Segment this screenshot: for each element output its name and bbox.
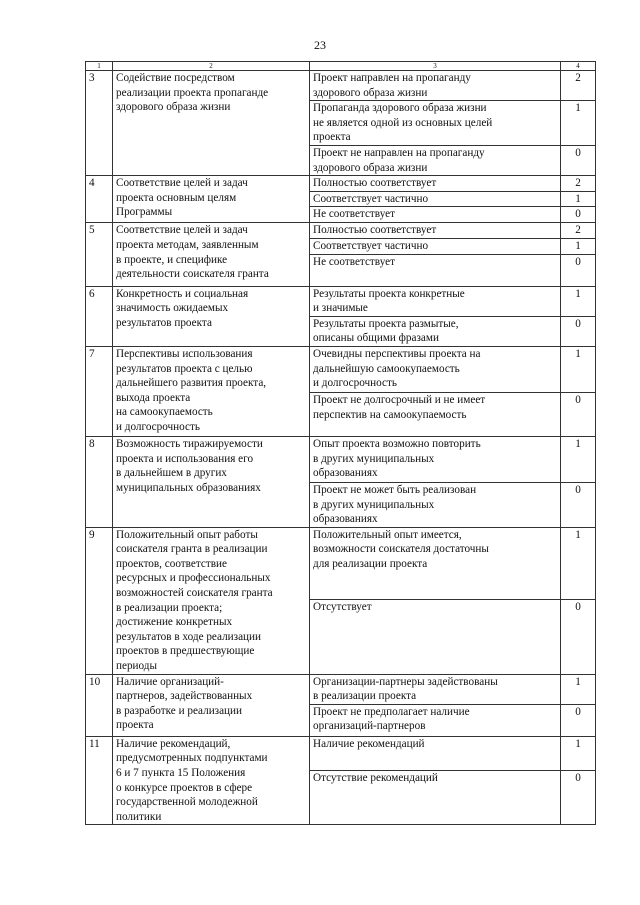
score-cell: 1 bbox=[561, 238, 596, 254]
score-cell: 1 bbox=[561, 527, 596, 599]
option-cell bbox=[310, 436, 561, 482]
score-cell: 0 bbox=[561, 770, 596, 825]
option-cell bbox=[310, 770, 561, 825]
option-cell bbox=[310, 223, 561, 239]
option-text: Проект не предполагает наличие организаций-партнеров bbox=[313, 705, 470, 733]
table-row bbox=[86, 674, 596, 704]
score-cell: 1 bbox=[561, 736, 596, 770]
option-cell bbox=[310, 527, 561, 599]
option-cell bbox=[310, 101, 561, 146]
option-text: Не соответствует bbox=[313, 208, 395, 221]
option-text: Полностью соответствует bbox=[313, 177, 437, 190]
option-cell bbox=[310, 736, 561, 770]
table-row bbox=[86, 286, 596, 316]
criterion-cell bbox=[113, 71, 310, 176]
score-cell: 2 bbox=[561, 223, 596, 239]
option-cell bbox=[310, 600, 561, 674]
column-header-3: 3 bbox=[310, 62, 561, 71]
score-cell: 1 bbox=[561, 436, 596, 482]
score-cell: 1 bbox=[561, 101, 596, 146]
criterion-number: 3 bbox=[86, 71, 113, 176]
option-cell bbox=[310, 316, 561, 346]
option-text: Не соответствует bbox=[313, 255, 395, 268]
score-cell: 1 bbox=[561, 674, 596, 704]
header-row bbox=[86, 62, 596, 71]
criterion-cell bbox=[113, 527, 310, 674]
option-cell bbox=[310, 145, 561, 175]
option-cell bbox=[310, 176, 561, 192]
score-cell: 0 bbox=[561, 600, 596, 674]
criterion-text: Наличие организаций- партнеров, задействованных в разработке и реализации проекта bbox=[116, 675, 253, 732]
score-cell: 1 bbox=[561, 286, 596, 316]
table-row bbox=[86, 223, 596, 239]
criteria-table bbox=[85, 61, 596, 825]
table-row bbox=[86, 436, 596, 482]
criterion-text: Соответствие целей и задач проекта основным целям Программы bbox=[116, 177, 248, 219]
option-text: Результаты проекта конкретные и значимые bbox=[313, 287, 465, 315]
criterion-cell bbox=[113, 736, 310, 825]
option-text: Опыт проекта возможно повторить в других муниципальных образованиях bbox=[313, 437, 481, 480]
option-text: Очевидны перспективы проекта на дальнейшую самоокупаемость и долгосрочность bbox=[313, 347, 481, 390]
score-cell: 0 bbox=[561, 316, 596, 346]
criterion-number: 7 bbox=[86, 346, 113, 436]
column-header-1: 1 bbox=[86, 62, 113, 71]
score-cell: 2 bbox=[561, 71, 596, 101]
option-cell bbox=[310, 674, 561, 704]
option-text: Проект не может быть реализован в других муниципальных образованиях bbox=[313, 483, 477, 526]
option-text: Отсутствует bbox=[313, 601, 372, 614]
score-cell: 2 bbox=[561, 176, 596, 192]
column-header-2: 2 bbox=[113, 62, 310, 71]
option-cell bbox=[310, 346, 561, 392]
criterion-cell bbox=[113, 223, 310, 286]
option-cell bbox=[310, 207, 561, 223]
option-cell bbox=[310, 392, 561, 436]
score-cell: 0 bbox=[561, 704, 596, 736]
criterion-number: 8 bbox=[86, 436, 113, 527]
option-cell bbox=[310, 704, 561, 736]
criterion-cell bbox=[113, 436, 310, 527]
option-text: Соответствует частично bbox=[313, 192, 429, 205]
criterion-number: 11 bbox=[86, 736, 113, 825]
criterion-text: Соответствие целей и задач проекта методам, заявленным в проекте, и специфике деятельности соискателя гранта bbox=[116, 224, 269, 281]
option-cell bbox=[310, 254, 561, 286]
page-number: 23 bbox=[314, 38, 326, 52]
criterion-text: Содействие посредством реализации проекта пропаганде здорового образа жизни bbox=[116, 72, 269, 114]
option-text: Проект направлен на пропаганду здорового образа жизни bbox=[313, 72, 471, 99]
criterion-text: Перспективы использования результатов проекта с целью дальнейшего развития проекта, выхода проекта на самоокупаемость и долгосрочность bbox=[116, 347, 267, 433]
option-cell bbox=[310, 482, 561, 527]
option-text: Соответствует частично bbox=[313, 239, 429, 252]
option-cell bbox=[310, 71, 561, 101]
option-text: Наличие рекомендаций bbox=[313, 737, 425, 750]
table-row bbox=[86, 71, 596, 101]
option-text: Положительный опыт имеется, возможности соискателя достаточны для реализации проекта bbox=[313, 528, 489, 570]
criterion-cell bbox=[113, 674, 310, 736]
score-cell: 0 bbox=[561, 482, 596, 527]
criterion-number: 5 bbox=[86, 223, 113, 286]
score-cell: 1 bbox=[561, 191, 596, 207]
criterion-number: 9 bbox=[86, 527, 113, 674]
table-row bbox=[86, 176, 596, 192]
criterion-text: Положительный опыт работы соискателя гранта в реализации проектов, соответствие ресурсных и профессиональных возможностей соискателя гранта в реализации проекта; достижение конкретных результатов в ходе реализации проектов в предшествующие периоды bbox=[116, 528, 273, 673]
score-cell: 0 bbox=[561, 254, 596, 286]
criterion-cell bbox=[113, 286, 310, 346]
criterion-text: Возможность тиражируемости проекта и использования его в дальнейшем в других муниципальных образованиях bbox=[116, 437, 263, 494]
criterion-text: Конкретность и социальная значимость ожидаемых результатов проекта bbox=[116, 287, 249, 329]
criteria-table-body bbox=[86, 71, 596, 825]
score-cell: 0 bbox=[561, 392, 596, 436]
column-header-4: 4 bbox=[561, 62, 596, 71]
criterion-text: Наличие рекомендаций, предусмотренных подпунктами 6 и 7 пункта 15 Положения о конкурсе проектов в сфере государственной молодежной политики bbox=[116, 737, 268, 823]
option-text: Полностью соответствует bbox=[313, 224, 437, 237]
option-cell bbox=[310, 191, 561, 207]
option-text: Отсутствие рекомендаций bbox=[313, 771, 438, 784]
option-cell bbox=[310, 238, 561, 254]
criterion-number: 10 bbox=[86, 674, 113, 736]
score-cell: 1 bbox=[561, 346, 596, 392]
score-cell: 0 bbox=[561, 207, 596, 223]
score-cell: 0 bbox=[561, 145, 596, 175]
option-text: Пропаганда здорового образа жизни не является одной из основных целей проекта bbox=[313, 102, 493, 144]
criterion-number: 6 bbox=[86, 286, 113, 346]
criterion-cell bbox=[113, 176, 310, 223]
table-row bbox=[86, 736, 596, 770]
option-cell bbox=[310, 286, 561, 316]
criterion-cell bbox=[113, 346, 310, 436]
option-text: Проект не направлен на пропаганду здорового образа жизни bbox=[313, 146, 485, 174]
criterion-number: 4 bbox=[86, 176, 113, 223]
option-text: Проект не долгосрочный и не имеет перспектив на самоокупаемость bbox=[313, 393, 486, 421]
table-row bbox=[86, 527, 596, 599]
table-row bbox=[86, 346, 596, 392]
option-text: Результаты проекта размытые, описаны общими фразами bbox=[313, 317, 459, 345]
option-text: Организации-партнеры задействованы в реализации проекта bbox=[313, 675, 498, 703]
